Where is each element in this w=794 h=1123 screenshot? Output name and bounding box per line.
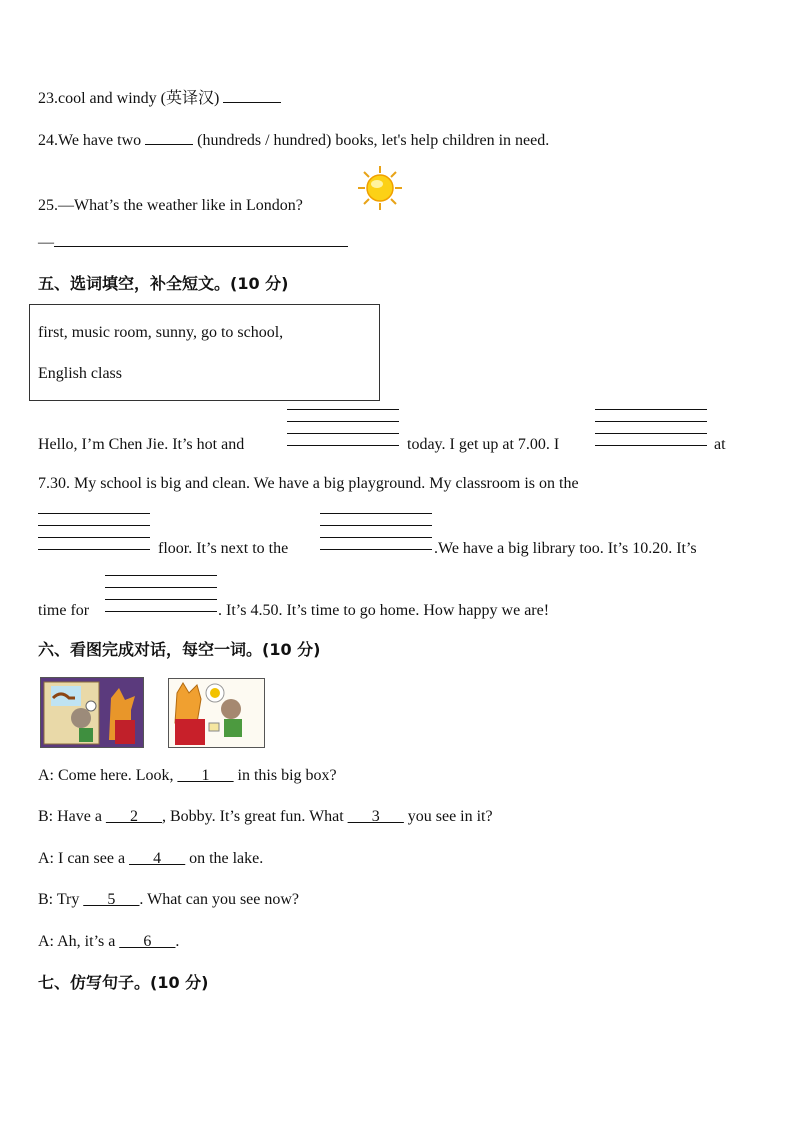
q24-pre: We have two [58,132,142,149]
dialog-line-5 [38,932,179,952]
passage-blank-4[interactable] [320,513,432,561]
dialog-blank-5[interactable]: ___5___ [83,891,140,908]
picture-2 [168,678,265,748]
question-23 [38,88,281,109]
dialog-blank-3[interactable]: ___3___ [347,808,404,825]
q25-answer-line [38,232,348,253]
q25-text: —What’s the weather like in London? [58,197,303,214]
sun-icon [357,165,403,211]
cartoon-bee-scene-image [169,679,264,747]
question-24 [38,130,549,151]
cartoon-box-scene-image [41,678,143,747]
dialog-line-1 [38,766,337,786]
dialog-4-post: . What can you see now? [139,891,300,908]
dialog-3-post: on the lake. [185,850,264,867]
dialog-1-post: in this big box? [233,767,337,784]
q23-text: cool and windy (英译汉) [58,90,220,107]
word-bank-line-1: first, music room, sunny, go to school, [38,324,284,341]
dialog-2-pre: B: Have a [38,808,106,825]
dialog-blank-1[interactable]: ___1___ [177,767,234,784]
dialog-line-4 [38,890,299,910]
q23-answer-blank[interactable] [223,88,281,103]
word-bank-line-2: English class [38,365,122,382]
dialog-5-post: . [175,933,180,950]
q24-answer-blank[interactable] [145,130,193,145]
dialog-line-2 [38,807,493,827]
passage-line-4b: . It’s 4.50. It’s time to go home. How happy we are! [218,602,550,619]
q25-answer-blank[interactable] [54,232,348,247]
question-25 [38,196,303,216]
q23-number: 23. [38,90,58,107]
section-7-title: 七、仿写句子。(10 分) [38,973,209,992]
q25-number: 25. [38,197,58,214]
passage-line-2: 7.30. My school is big and clean. We have a big playground. My classroom is on the [38,475,579,492]
passage-blank-3[interactable] [38,513,150,561]
dialog-3-pre: A: I can see a [38,850,130,867]
dialog-blank-6[interactable]: ___6___ [119,933,176,950]
passage-blank-1[interactable] [287,409,399,457]
dialog-blank-2[interactable]: ___2___ [105,808,162,825]
word-bank-box [29,304,380,401]
section-6-title: 六、看图完成对话，每空一词。(10 分) [38,640,321,659]
passage-line-1a: Hello, I’m Chen Jie. It’s hot and [38,436,245,453]
passage-line-3a: floor. It’s next to the [158,540,289,557]
dialog-line-3 [38,849,263,869]
picture-1 [40,677,144,748]
dialog-5-pre: A: Ah, it’s a [38,933,120,950]
dialog-1-pre: A: Come here. Look, [38,767,178,784]
q25-answer-dash: — [38,234,54,251]
q24-post: (hundreds / hundred) books, let's help children in need. [197,132,550,149]
dialog-blank-4[interactable]: ___4___ [129,850,186,867]
section-5-title: 五、选词填空，补全短文。(10 分) [38,274,289,293]
q24-number: 24. [38,132,58,149]
passage-blank-5[interactable] [105,575,217,623]
passage-line-4a: time for [38,602,90,619]
dialog-2-mid: , Bobby. It’s great fun. What [161,808,348,825]
passage-blank-2[interactable] [595,409,707,457]
dialog-4-pre: B: Try [38,891,84,908]
passage-line-1b: today. I get up at 7.00. I [407,436,560,453]
dialog-2-post: you see in it? [403,808,493,825]
passage-line-3b: .We have a big library too. It’s 10.20. It’s [434,540,697,557]
passage-line-1c: at [714,436,726,453]
